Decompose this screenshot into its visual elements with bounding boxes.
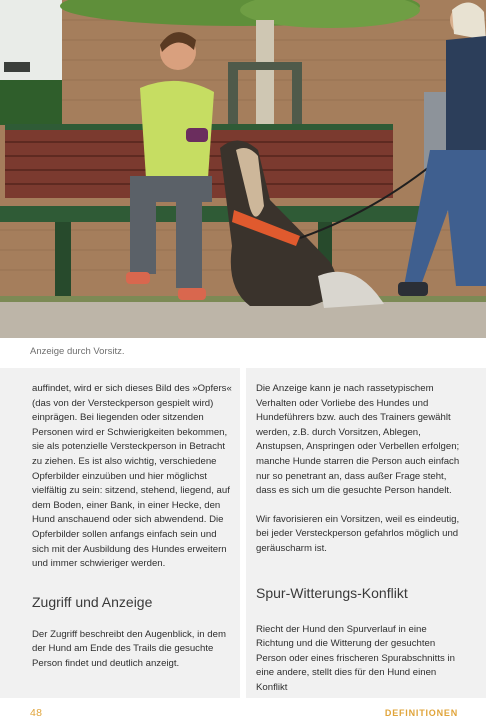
left-text-column xyxy=(0,368,240,698)
left-paragraph-2: Der Zugriff beschreibt den Augenblick, in dem der Hund am Ende des Trails die gesuchte Person findet und deutlich anzeigt. xyxy=(32,628,226,669)
page-number: 48 xyxy=(30,707,43,719)
left-paragraph-1: auffindet, wird er sich dieses Bild des »Opfers« (das von der Versteckperson gespielt wird) einprägen. Bei liegenden oder sitzenden Personen wird er Schwierigkeiten bekommen, sie als potenzielle Versteckperson in Betracht zu ziehen. Es ist also wichtig, verschiedene Opferbilder einzuüben und hier möglichst vielfältig zu sein: sitzend, stehend, liegend, auf dem Boden, einer Bank, in einer Hecke, den Hund anschauend oder sich abwendend. Die Opferbilder sollen anfangs einfach sein und sich mit der Ausbildung des Hundes erweitern und immer schwieriger werden. xyxy=(32,383,232,570)
section-heading-zugriff: Zugriff und Anzeige xyxy=(32,593,153,610)
photo-caption: Anzeige durch Vorsitz. xyxy=(30,346,125,357)
right-paragraph-1: Die Anzeige kann je nach rassetypischem Verhalten oder Vorliebe des Hundes und Hundeführers bzw. auch des Trainers gewählt werden, z.B. durch Vorsitzen, Ablegen, Anstupsen, Anspringen oder Verbellen erfolgen; manche Hunde starren die Person auch einfach nur so penetrant an, dass außer Frage steht, dass es sich um die gesuchte Person handelt. xyxy=(256,383,460,497)
section-label: DEFINITIONEN xyxy=(384,708,458,718)
photo xyxy=(0,0,486,338)
right-paragraph-2: Wir favorisieren ein Vorsitzen, weil es eindeutig, bei jeder Versteckperson gefahrlos möglich und geräuscharm ist. xyxy=(256,513,460,554)
section-heading-konflikt: Spur-Witterungs-Konflikt xyxy=(256,584,408,601)
right-paragraph-3: Riecht der Hund den Spurverlauf in eine Richtung und die Witterung der gesuchten Person oder eines frischeren Spurabschnitts in eine andere, stellt dies für den Hund einen Konflikt xyxy=(256,623,455,693)
photo-illustration xyxy=(0,0,486,338)
right-text-column xyxy=(246,368,486,698)
